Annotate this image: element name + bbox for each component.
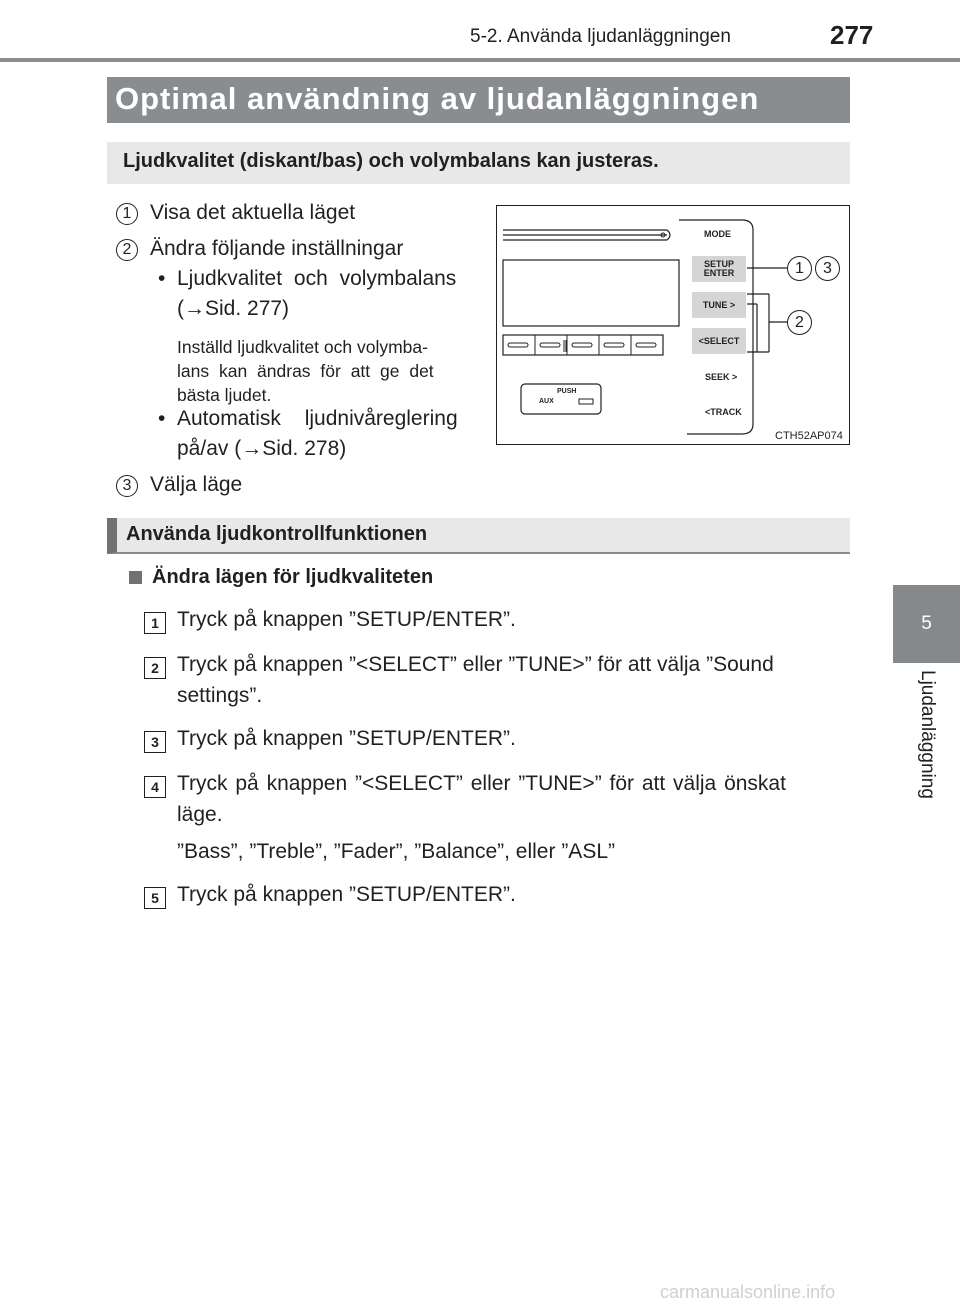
bullet-1-text: Ljudkvalitet och volymbalans — [177, 267, 457, 290]
step-number-3: 3 — [144, 731, 166, 753]
bullet-dot-1: • — [158, 267, 166, 290]
select-button: <SELECT — [692, 328, 746, 354]
enter-label: ENTER — [703, 268, 735, 278]
step-text-2-line-2: settings”. — [177, 684, 263, 707]
intro-box — [107, 142, 850, 184]
figure-code: CTH52AP074 — [775, 430, 843, 442]
item-number-3: 3 — [116, 475, 138, 497]
step-text-4-line-1: Tryck på knappen ”<SELECT” eller ”TUNE>” för att välja önskat — [177, 772, 786, 795]
item-text-1: Visa det aktuella läget — [150, 201, 356, 224]
step-text-4-line-2: läge. — [177, 803, 223, 826]
chapter-number: 5 — [921, 613, 932, 634]
bullet-2-line-1: Automatisk ljudnivåreglering — [177, 407, 458, 430]
step-number-1: 1 — [144, 612, 166, 634]
subheading: Ändra lägen för ljudkvaliteten — [152, 566, 434, 588]
header-rule — [0, 58, 960, 62]
seek-button: SEEK > — [705, 372, 738, 382]
step-number-5: 5 — [144, 887, 166, 909]
callout-3: 3 — [815, 256, 840, 281]
push-label: PUSH — [557, 388, 577, 395]
note-line-1: Inställd ljudkvalitet och volymba- — [177, 337, 428, 357]
intro-text: Ljudkvalitet (diskant/bas) och volymbalans kan justeras. — [123, 150, 659, 172]
running-header: 5-2. Använda ljudanläggningen — [470, 26, 731, 47]
step-text-5: Tryck på knappen ”SETUP/ENTER”. — [177, 883, 516, 906]
note-line-2: lans kan ändras för att ge det — [177, 361, 434, 381]
bullet-2-line-2: på/av (→Sid. 278) — [177, 437, 347, 460]
setup-enter-button — [692, 256, 746, 282]
item-text-2: Ändra följande inställningar — [150, 237, 404, 260]
bullet-1-line-2: (→Sid. 277) — [177, 297, 290, 320]
chapter-label: Ljudanläggning — [917, 670, 938, 799]
section-bar — [107, 518, 850, 554]
page-title: Optimal användning av ljudanläggningen — [115, 81, 760, 116]
page-number: 277 — [830, 20, 874, 50]
audio-panel-figure — [496, 205, 850, 445]
callout-1: 1 — [787, 256, 812, 281]
note-line-3: bästa ljudet. — [177, 385, 272, 405]
bullet-dot-2: • — [158, 407, 166, 430]
mode-button: MODE — [704, 229, 731, 239]
item-number-1: 1 — [116, 203, 138, 225]
item-number-2: 2 — [116, 239, 138, 261]
callout-2: 2 — [787, 310, 812, 335]
step-text-2-line-1: Tryck på knappen ”<SELECT” eller ”TUNE>” för att välja ”Sound — [177, 653, 774, 676]
subheading-square-icon — [129, 571, 142, 584]
step-text-1: Tryck på knappen ”SETUP/ENTER”. — [177, 608, 516, 631]
setup-label: SETUP — [703, 259, 734, 269]
watermark: carmanualsonline.info — [660, 1282, 836, 1302]
aux-label: AUX — [539, 398, 554, 405]
section-title: Använda ljudkontrollfunktionen — [126, 523, 428, 545]
step-text-3: Tryck på knappen ”SETUP/ENTER”. — [177, 727, 516, 750]
bullet-1-line-1 — [177, 267, 478, 291]
item-text-3: Välja läge — [150, 473, 243, 496]
chapter-tab — [893, 585, 960, 663]
step-4-options: ”Bass”, ”Treble”, ”Fader”, ”Balance”, eller ”ASL” — [177, 840, 615, 863]
chapter-label-area — [893, 670, 960, 820]
title-bar — [107, 77, 850, 123]
tune-button: TUNE > — [692, 292, 746, 318]
step-number-2: 2 — [144, 657, 166, 679]
track-button: <TRACK — [705, 407, 742, 417]
step-number-4: 4 — [144, 776, 166, 798]
